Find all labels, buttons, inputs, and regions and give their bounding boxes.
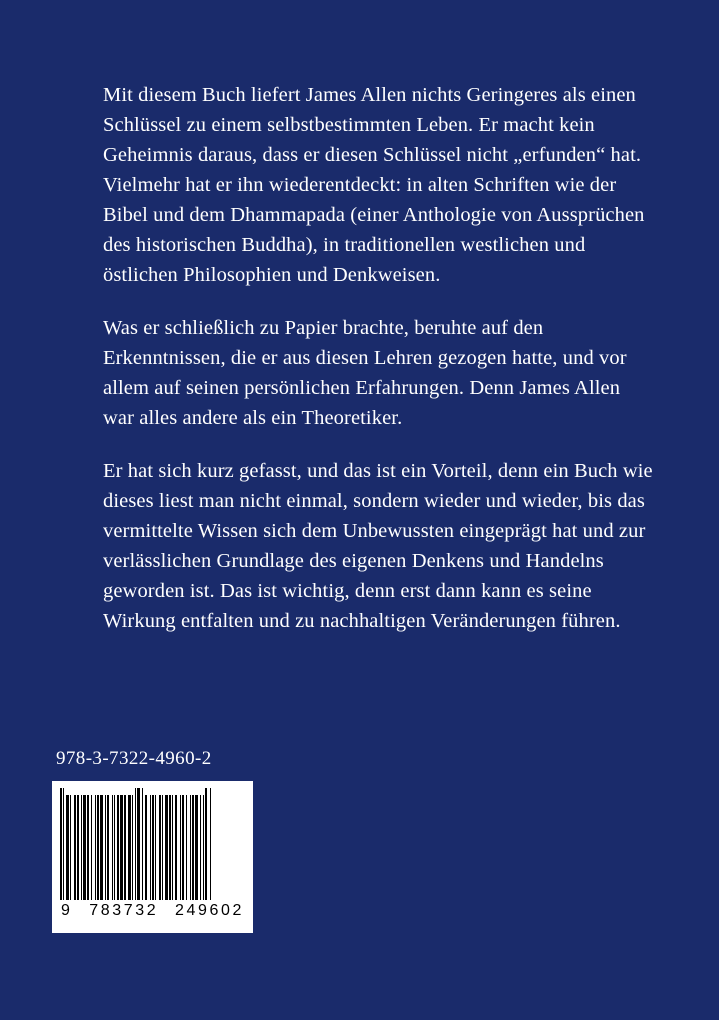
barcode <box>52 781 253 933</box>
blurb-paragraph-3: Er hat sich kurz gefasst, und das ist ein Vorteil, denn ein Buch wie dieses liest man nicht einmal, sondern wieder und wieder, bis das vermittelte Wissen sich dem Unbewussten eingeprägt hat und zur verlässlichen Grundlage des eigenen Denkens und Handelns geworden ist. Das ist wichtig, denn erst dann kann es seine Wirkung entfalten und zu nachhaltigen Veränderungen führen. <box>103 460 653 632</box>
barcode-lead-digit: 9 <box>61 902 71 919</box>
isbn-block <box>52 748 282 933</box>
barcode-digits <box>60 902 245 920</box>
barcode-group-right: 249602 <box>175 902 244 919</box>
barcode-bars <box>60 788 245 900</box>
blurb-paragraph-2: Was er schließlich zu Papier brachte, beruhte auf den Erkenntnissen, die er aus diesen Lehren gezogen hatte, und vor allem auf seinen persönlichen Erfahrungen. Denn James Allen war alles andere als ein Theoretiker. <box>103 317 627 429</box>
barcode-group-left: 783732 <box>89 902 159 919</box>
blurb-text <box>103 80 655 636</box>
blurb-paragraph-1: Mit diesem Buch liefert James Allen nichts Geringeres als einen Schlüssel zu einem selbstbestimmten Leben. Er macht kein Geheimnis daraus, dass er diesen Schlüssel nicht „erfunden“ hat. Vielmehr hat er ihn wiederentdeckt: in alten Schriften wie der Bibel und dem Dhammapada (einer Anthologie von Aussprüchen des historischen Buddha), in traditionellen westlichen und östlichen Philosophien und Denkweisen. <box>103 84 645 286</box>
isbn-number: 978-3-7322-4960-2 <box>56 748 212 769</box>
